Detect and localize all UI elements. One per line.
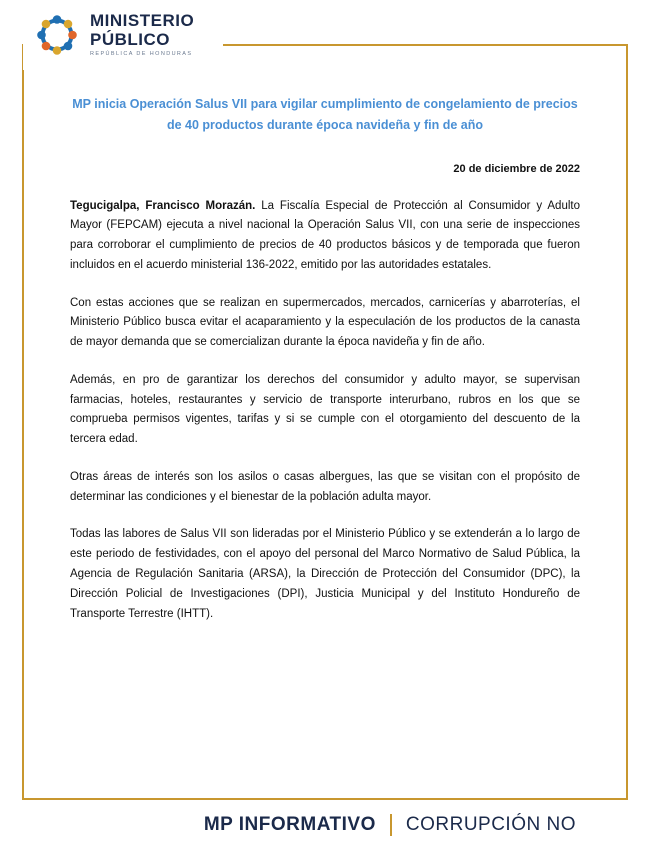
organization-logo: [34, 12, 194, 58]
footer-divider: [390, 814, 392, 836]
paragraph-text: Todas las labores de Salus VII son lideradas por el Ministerio Público y se extenderán a lo largo de este periodo de festividades, con el apoyo del personal del Marco Normativo de Salud Pública, la Agencia de Regulación Sanitaria (ARSA), la Dirección de Protección del Consumidor (DPC), la Dirección Policial de Investigaciones (DPI), Justicia Municipal y del Instituto Hondureño de Transporte Terrestre (IHTT).: [70, 528, 580, 620]
paragraph-lead-in: Tegucigalpa, Francisco Morazán.: [70, 199, 256, 212]
logo-caption: REPÚBLICA DE HONDURAS: [90, 51, 193, 58]
footer-right-label: CORRUPCIÓN NO: [405, 814, 576, 835]
paragraph: [70, 294, 580, 353]
logo-title: MINISTERIO: [90, 11, 195, 31]
article-body: [70, 197, 580, 625]
logo-subtitle: PÚBLICO: [90, 30, 170, 50]
paragraph: [70, 371, 580, 450]
publication-date: 20 de diciembre de 2022: [453, 162, 580, 175]
people-circle-emblem-icon: [34, 12, 80, 58]
paragraph-text: Otras áreas de interés son los asilos o casas albergues, las que se visitan con el propósito de determinar las condiciones y el bienestar de la población adulta mayor.: [70, 470, 580, 503]
paragraph: [70, 468, 580, 508]
page-title: MP inicia Operación Salus VII para vigilar cumplimiento de congelamiento de precios de 40 productos durante época navideña y fin de año: [72, 97, 578, 133]
paragraph: [70, 525, 580, 624]
paragraph-text: La Fiscalía Especial de Protección al Consumidor y Adulto Mayor (FEPCAM) ejecuta a nivel nacional la Operación Salus VII, con una serie de inspecciones para corroborar el cumplimiento de precios de 40 productos básicos y de temporada que fueron incluidos en el acuerdo ministerial 136-2022, emitido por las autoridades estatales.: [70, 199, 580, 271]
frame-border-left: [22, 44, 24, 800]
frame-border-bottom: [22, 798, 628, 800]
logo-wordmark: [90, 12, 194, 58]
paragraph-text: Con estas acciones que se realizan en supermercados, mercados, carnicerías y abarroterías, el Ministerio Público busca evitar el acaparamiento y la especulación de los productos de la canasta de mayor demanda que se comercializan durante la época navideña y fin de año.: [70, 296, 580, 349]
footer-left-label: MP INFORMATIVO: [203, 814, 376, 835]
document-content: [70, 82, 580, 642]
footer-branding: [204, 814, 576, 836]
page-footer: [0, 806, 650, 844]
frame-border-right: [626, 44, 628, 800]
paragraph-text: Además, en pro de garantizar los derechos del consumidor y adulto mayor, se supervisan farmacias, hoteles, restaurantes y servicio de transporte interurbano, rubros en los que se comprueba permisos vigentes, tarifas y si se cumple con el otorgamiento del descuento de la tercera edad.: [70, 373, 580, 446]
paragraph: [70, 197, 580, 276]
